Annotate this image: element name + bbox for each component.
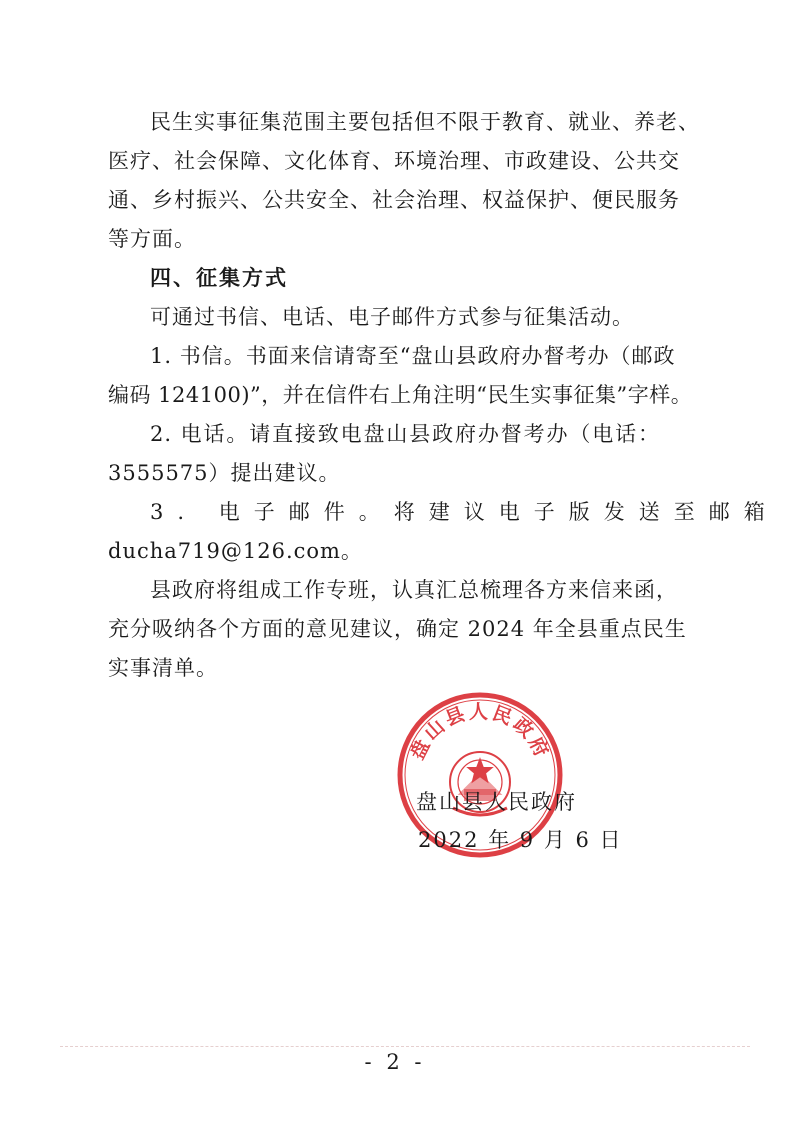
item3-line-1: 3. 电子邮件。将建议电子版发送至邮箱	[150, 500, 779, 524]
item1-line-1: 1. 书信。书面来信请寄至“盘山县政府办督考办（邮政	[150, 344, 676, 368]
item2-line-1: 2. 电话。请直接致电盘山县政府办督考办（电话：	[150, 422, 660, 446]
item1-line-2: 编码 124100)”，并在信件右上角注明“民生实事征集”字样。	[108, 383, 693, 407]
item2-line-2: 3555575）提出建议。	[108, 461, 341, 485]
section-heading: 四、征集方式	[150, 266, 288, 290]
intro-line: 可通过书信、电话、电子邮件方式参与征集活动。	[150, 305, 634, 329]
para1-line-4: 等方面。	[108, 227, 196, 251]
signature-date: 2022 年 9 月 6 日	[418, 828, 623, 852]
closing-line-1: 县政府将组成工作专班，认真汇总梳理各方来信来函，	[150, 578, 678, 602]
page-number: - 2 -	[364, 1050, 426, 1074]
para1-line-1: 民生实事征集范围主要包括但不限于教育、就业、养老、	[150, 110, 700, 134]
para1-line-2: 医疗、社会保障、文化体育、环境治理、市政建设、公共交	[108, 149, 680, 173]
para1-line-3: 通、乡村振兴、公共安全、社会治理、权益保护、便民服务	[108, 188, 680, 212]
item3-line-2: ducha719@126.com。	[108, 539, 363, 563]
closing-line-3: 实事清单。	[108, 656, 218, 680]
seal-text: 盘山县人民政府	[406, 701, 554, 764]
svg-text:盘山县人民政府	[405, 701, 554, 763]
signature-org: 盘山县人民政府	[416, 790, 577, 814]
closing-line-2: 充分吸纳各个方面的意见建议，确定 2024 年全县重点民生	[108, 617, 687, 641]
